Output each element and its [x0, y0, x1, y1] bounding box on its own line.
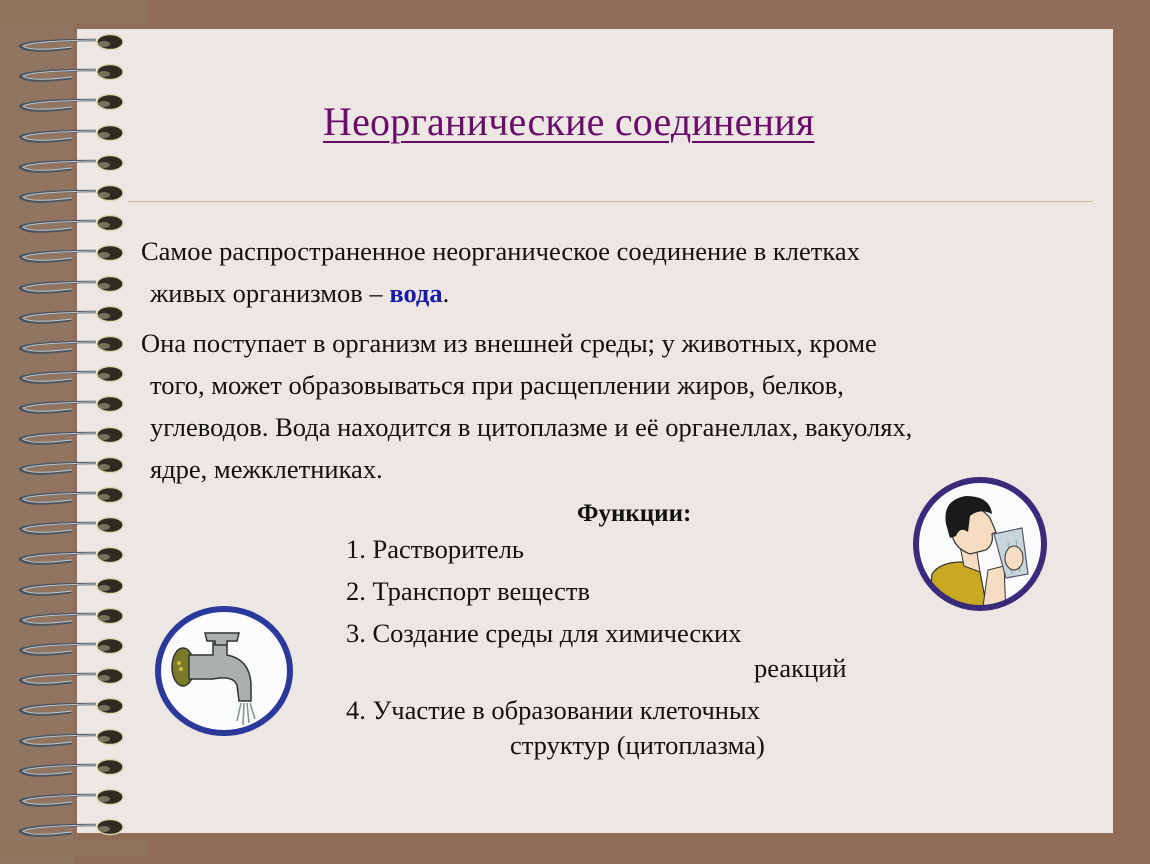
spiral-ring-icon: [18, 668, 128, 690]
function-item-2: 2. Транспорт веществ: [346, 576, 590, 606]
spiral-ring-icon: [18, 547, 128, 569]
spiral-ring-icon: [18, 125, 128, 147]
spiral-ring-icon: [18, 578, 128, 600]
spiral-ring-icon: [18, 185, 128, 207]
function-item-4: 4. Участие в образовании клеточных: [346, 695, 761, 725]
paragraph2-line4: ядре, межклетниках.: [150, 454, 383, 484]
spiral-ring-icon: [18, 94, 128, 116]
paragraph1-line1: Самое распространенное неорганическое соединение в клетках: [141, 236, 860, 266]
spiral-ring-icon: [18, 366, 128, 388]
paragraph1-text: живых организмов –: [150, 278, 390, 308]
paragraph1-period: .: [442, 278, 450, 308]
spiral-ring-icon: [18, 396, 128, 418]
spiral-ring-icon: [18, 457, 128, 479]
person-drinking-water-icon: [910, 474, 1050, 614]
background-bottom-block: [0, 840, 148, 856]
spiral-ring-icon: [18, 276, 128, 298]
paragraph2-line3: углеводов. Вода находится в цитоплазме и её органеллах, вакуолях,: [150, 412, 913, 442]
function-item-3: 3. Создание среды для химических: [346, 618, 742, 648]
paragraph1-line2: [150, 280, 449, 307]
spiral-ring-icon: [18, 427, 128, 449]
spiral-ring-icon: [18, 306, 128, 328]
spiral-ring-icon: [18, 34, 128, 56]
spiral-ring-icon: [18, 759, 128, 781]
background-top-block: [0, 0, 148, 24]
functions-heading: Функции:: [577, 500, 692, 527]
spiral-ring-icon: [18, 638, 128, 660]
spiral-ring-icon: [18, 819, 128, 841]
spiral-ring-icon: [18, 698, 128, 720]
spiral-ring-icon: [18, 487, 128, 509]
spiral-ring-icon: [18, 789, 128, 811]
spiral-ring-icon: [18, 245, 128, 267]
paragraph2-line1: Она поступает в организм из внешней среды; у животных, кроме: [141, 328, 877, 358]
spiral-ring-icon: [18, 155, 128, 177]
paragraph2-line2: того, может образовываться при расщеплении жиров, белков,: [150, 370, 844, 400]
spiral-ring-icon: [18, 215, 128, 237]
highlight-water: вода: [389, 278, 443, 308]
slide-title: Неорганические соединения: [323, 99, 815, 144]
spiral-ring-icon: [18, 64, 128, 86]
spiral-ring-icon: [18, 336, 128, 358]
function-item-4-cont: структур (цитоплазма): [510, 730, 765, 760]
title-divider: [128, 201, 1093, 202]
spiral-ring-icon: [18, 608, 128, 630]
function-item-1: 1. Растворитель: [346, 534, 525, 564]
spiral-ring-icon: [18, 517, 128, 539]
water-tap-icon: [153, 603, 297, 740]
function-item-3-cont: реакций: [754, 653, 847, 683]
spiral-ring-icon: [18, 729, 128, 751]
